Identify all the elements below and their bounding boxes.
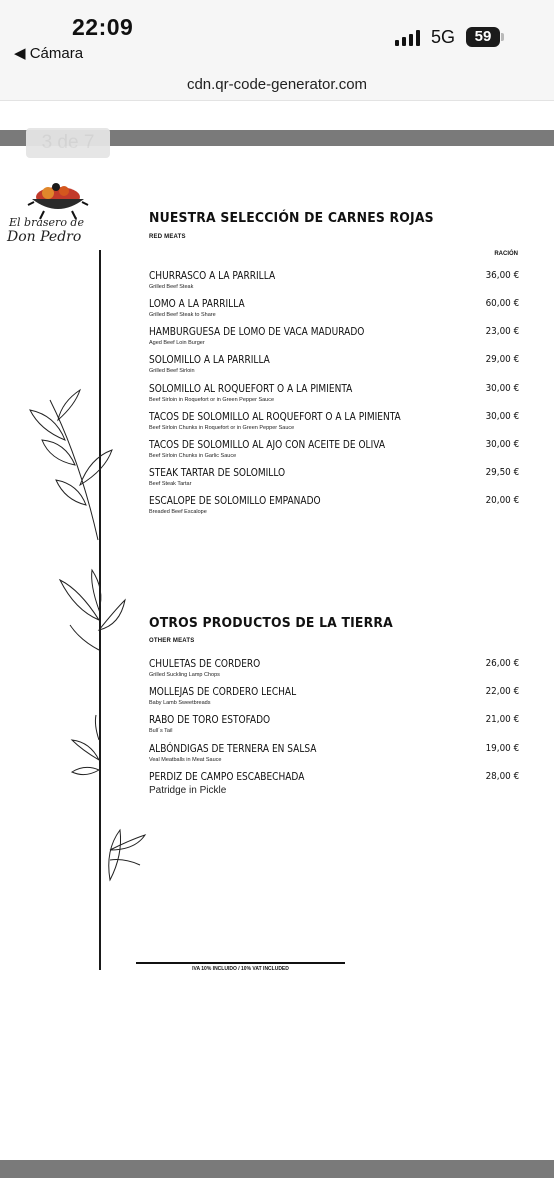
menu-item-price: 29,00 € [485, 354, 519, 365]
menu-item-english: Patridge in Pickle [149, 785, 227, 796]
menu-item [149, 771, 519, 799]
signal-icon [395, 30, 423, 46]
menu-item-english: Grilled Beef Sirloin [149, 368, 195, 374]
menu-item [149, 467, 519, 495]
menu-item-english: Breaded Beef Escalope [149, 509, 207, 515]
address-bar[interactable]: cdn.qr-code-generator.com [186, 76, 368, 93]
menu-item-price: 28,00 € [485, 771, 519, 782]
menu-item [149, 439, 519, 467]
logo-line-2: Don Pedro [7, 229, 82, 245]
menu-item [149, 714, 519, 742]
footer-divider [136, 962, 345, 964]
menu-item-price: 30,00 € [485, 383, 519, 394]
menu-item-price: 26,00 € [485, 658, 519, 669]
menu-item-english: Grilled Beef Steak to Share [149, 312, 216, 318]
status-bar [0, 0, 554, 101]
menu-item [149, 686, 519, 714]
logo-line-1: El brasero de [9, 216, 84, 229]
menu-item-price: 23,00 € [485, 326, 519, 337]
menu-item-name: MOLLEJAS DE CORDERO LECHAL [149, 686, 297, 698]
viewer-bottom-bar [0, 1160, 554, 1178]
menu-item-english: Aged Beef Loin Burger [149, 340, 205, 346]
menu-item-name: CHULETAS DE CORDERO [149, 658, 261, 670]
menu-item-price: 36,00 € [485, 270, 519, 281]
menu-item [149, 383, 519, 411]
menu-item-price: 20,00 € [485, 495, 519, 506]
menu-item-english: Beef Steak Tartar [149, 481, 192, 487]
page-indicator: 3 de 7 [26, 128, 110, 158]
menu-item [149, 411, 519, 439]
section-title-red-meats: NUESTRA SELECCIÓN DE CARNES ROJAS [149, 210, 434, 226]
column-header-racion: RACIÓN [494, 251, 518, 257]
section-subtitle-red-meats: RED MEATS [149, 234, 186, 240]
menu-item-price: 30,00 € [485, 439, 519, 450]
clock: 22:09 [72, 14, 134, 40]
menu-item-name: LOMO A LA PARRILLA [149, 298, 245, 310]
menu-item-english: Beef Sirloin in Roquefort or in Green Pepper Sauce [149, 397, 275, 403]
menu-item [149, 658, 519, 686]
menu-item-english: Bull´s Tail [149, 728, 173, 734]
menu-item [149, 743, 519, 771]
menu-item-english: Beef Sirloin Chunks in Roquefort or in Green Pepper Sauce [149, 425, 295, 431]
menu-item [149, 326, 519, 354]
menu-item [149, 495, 519, 523]
menu-item-price: 60,00 € [485, 298, 519, 309]
section-title-other-meats: OTROS PRODUCTOS DE LA TIERRA [149, 615, 393, 631]
leaf-branch-icon [20, 380, 150, 900]
menu-item-name: ESCALOPE DE SOLOMILLO EMPANADO [149, 495, 321, 507]
menu-item [149, 270, 519, 298]
network-type: 5G [431, 27, 456, 47]
menu-item-name: RABO DE TORO ESTOFADO [149, 714, 271, 726]
menu-item-english: Grilled Beef Steak [149, 284, 194, 290]
menu-item [149, 354, 519, 382]
menu-item-name: HAMBURGUESA DE LOMO DE VACA MADURADO [149, 326, 365, 338]
menu-item-english: Beef Sirloin Chunks in Garlic Sauce [149, 453, 237, 459]
menu-item-english: Baby Lamb Sweetbreads [149, 700, 211, 706]
menu-item-english: Veal Meatballs in Meat Sauce [149, 757, 222, 763]
menu-item [149, 298, 519, 326]
menu-item-price: 29,50 € [485, 467, 519, 478]
section-subtitle-other-meats: OTHER MEATS [149, 638, 195, 644]
menu-item-price: 21,00 € [485, 714, 519, 725]
menu-item-name: TACOS DE SOLOMILLO AL ROQUEFORT O A LA PIMIENTA [149, 411, 401, 423]
battery-icon: 59 [466, 27, 500, 47]
menu-item-name: SOLOMILLO A LA PARRILLA [149, 354, 270, 366]
menu-item-name: PERDIZ DE CAMPO ESCABECHADA [149, 771, 305, 783]
battery-tip [501, 33, 504, 41]
back-to-camera-button[interactable]: ◀ Cámara [14, 45, 84, 62]
menu-item-name: CHURRASCO A LA PARRILLA [149, 270, 276, 282]
menu-item-name: TACOS DE SOLOMILLO AL AJO CON ACEITE DE OLIVA [149, 439, 386, 451]
menu-item-price: 19,00 € [485, 743, 519, 754]
menu-item-price: 30,00 € [485, 411, 519, 422]
menu-item-name: ALBÓNDIGAS DE TERNERA EN SALSA [149, 743, 317, 755]
menu-item-english: Grilled Suckling Lamp Chops [149, 672, 220, 678]
menu-item-name: STEAK TARTAR DE SOLOMILLO [149, 467, 286, 479]
menu-item-name: SOLOMILLO AL ROQUEFORT O A LA PIMIENTA [149, 383, 353, 395]
menu-item-price: 22,00 € [485, 686, 519, 697]
vat-note: IVA 10% INCLUIDO / 10% VAT INCLUDED [192, 966, 289, 972]
